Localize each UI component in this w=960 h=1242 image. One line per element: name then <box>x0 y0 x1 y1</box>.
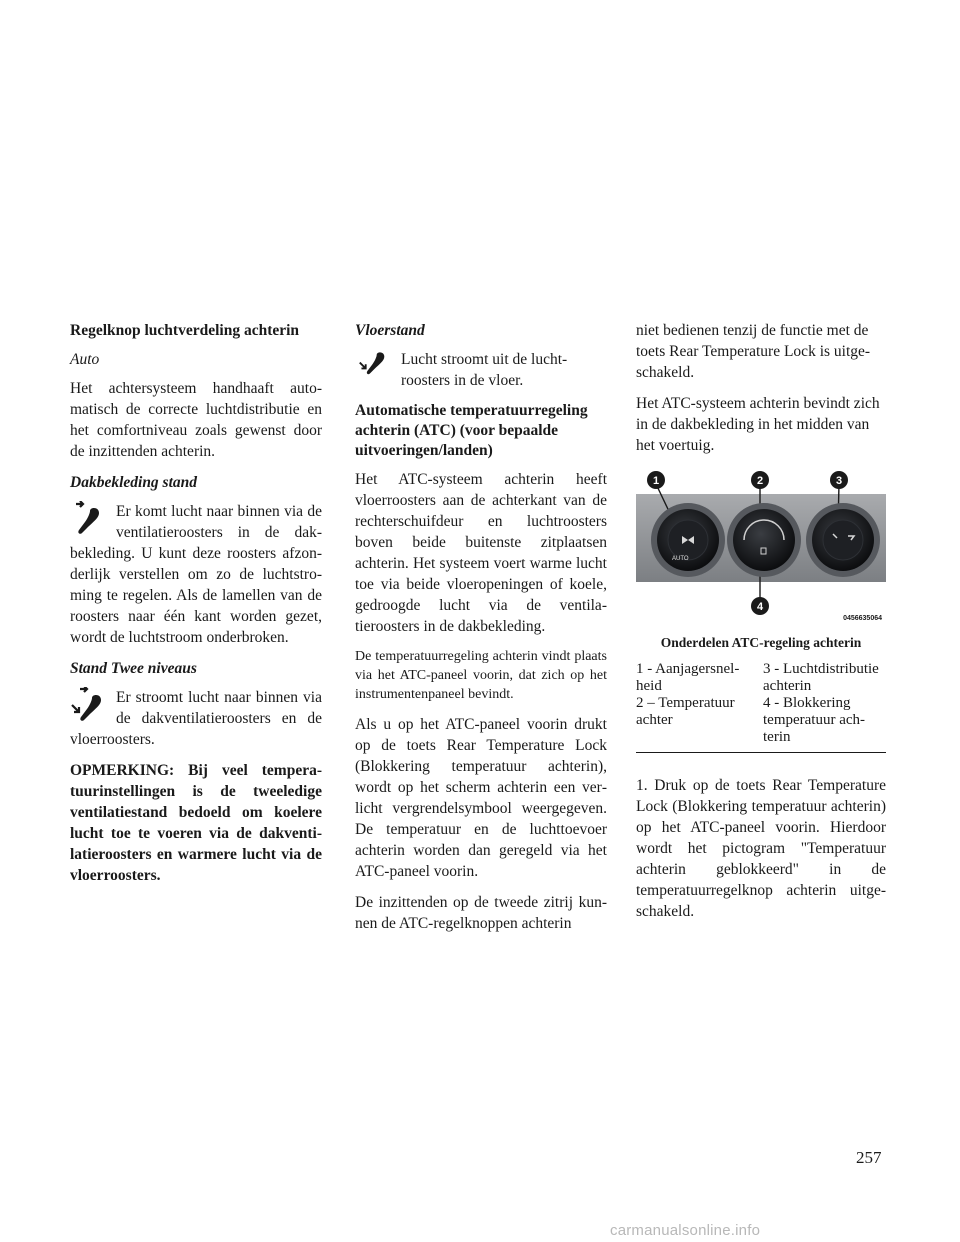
location-paragraph: Het ATC-systeem achterin bevindt zich in de dakbekleding in het midden van het voertuig. <box>636 395 880 454</box>
callout-4 <box>751 597 769 615</box>
floor-vent-icon <box>355 349 395 393</box>
auto-heading: Auto <box>70 351 100 368</box>
column-middle <box>355 320 607 944</box>
twee-niveaus-heading: Stand Twee niveaus <box>70 660 197 677</box>
vloerstand-heading: Vloerstand <box>355 322 425 339</box>
callout-3 <box>830 471 848 489</box>
legend-item-4: 4 - Blokkering temperatuur achterin <box>763 695 866 745</box>
figure-legend <box>636 661 886 753</box>
vloerstand-paragraph: Lucht stroomt uit de luchtroosters in de vloer. <box>401 351 568 389</box>
callout-2 <box>751 471 769 489</box>
lock-paragraph: niet bedienen tenzij de functie met de toets Rear Temperature Lock is uitgeschakeld. <box>636 322 871 381</box>
bi-level-icon <box>70 687 110 725</box>
column-right <box>636 320 886 932</box>
auto-label: AUTO <box>672 556 689 562</box>
legend-item-2: 2 – Temperatuur achter <box>636 695 735 728</box>
watermark-text: carmanualsonline.info <box>610 1222 761 1239</box>
figure-code: 0456635064 <box>843 615 882 622</box>
svg-text:1: 1 <box>652 475 660 487</box>
atc-paragraph-1: Het ATC-systeem achterin heeft vloerroosters aan de achterkant van de rechterschuifdeur en luchtroosters boven beide buitenste zitplaatsen achterin. Het systeem voert warme lucht toe via beide vloeropeningen of koele, gedroogde lucht via de ventilatieroosters in de dakbekleding. <box>355 471 607 635</box>
page-number: 257 <box>856 1148 882 1167</box>
dakbekleding-block <box>70 501 322 658</box>
step-1-paragraph: 1. Druk op de toets Rear Temperature Lock (Blokkering temperatuur achterin) op het ATC-paneel voorin. Hierdoor wordt het pictogram "Temperatuur achterin geblokkeerd" in de temperatuurregelknop achterin uitgeschakeld. <box>636 777 886 920</box>
roof-vent-icon <box>70 501 110 539</box>
legend-row <box>636 695 886 746</box>
legend-item-1: 1 - Aanjagersnelheid <box>636 661 740 694</box>
dakbekleding-paragraph: Er komt lucht naar binnen via de ventilatieroosters in de dakbekleding. U kunt deze roosters afzonderlijk verstellen om zo de luchtstroming te regelen. Als de lamellen van de roosters naar één kant worden gezet, wordt de luchtstroom onderbroken. <box>70 503 322 646</box>
callout-1 <box>647 471 665 489</box>
twee-niveaus-block <box>70 687 322 760</box>
atc-controls-illustration <box>636 466 886 626</box>
atc-paragraph-3: Als u op het ATC-paneel voorin drukt op de toets Rear Temperature Lock (Blokkering temperatuur achterin), wordt op het scherm achterin een verlicht vergrendelsymbool weergegeven. De temperatuur en de luchttoevoer achterin worden dan geregeld via het ATC-paneel voorin. <box>355 716 607 880</box>
atc-paragraph-4: De inzittenden op de tweede zitrij kunnen de ATC-regelknoppen achterin <box>355 894 607 932</box>
column-left <box>70 320 322 896</box>
temperature-knob[interactable] <box>727 503 801 577</box>
atc-paragraph-2: De temperatuurregeling achterin vindt plaats via het ATC-paneel voorin, dat zich op het instrumentenpaneel bevindt. <box>355 649 607 702</box>
air-distribution-knob[interactable] <box>806 503 880 577</box>
blower-knob[interactable] <box>651 503 725 577</box>
svg-text:4: 4 <box>756 601 764 613</box>
section-heading: Regelknop luchtverdeling achterin <box>70 322 300 339</box>
vloerstand-block <box>355 349 607 401</box>
atc-heading: Automatische temperatuurregeling achterin (ATC) (voor bepaalde uitvoeringen/landen) <box>355 402 588 459</box>
twee-niveaus-paragraph: Er stroomt lucht naar binnen via de dakventilatieroosters en de vloerroosters. <box>70 689 322 748</box>
atc-controls-figure <box>636 466 886 626</box>
svg-text:3: 3 <box>835 475 843 487</box>
legend-item-3: 3 - Luchtdistributie achterin <box>763 661 879 694</box>
figure-caption: Onderdelen ATC-regeling achterin <box>660 635 862 650</box>
auto-paragraph: Het achtersysteem handhaaft automatisch de correcte luchtdistributie en het comfortniveau zoals gewenst door de inzittenden achterin. <box>70 380 322 460</box>
svg-text:2: 2 <box>756 475 764 487</box>
note-paragraph: OPMERKING: Bij veel temperatuurinstellingen is de tweeledige ventilatiestand bedoeld om koelere lucht toe te voeren via de dakventilatieroosters en warmere lucht via de vloerroosters. <box>70 762 322 884</box>
dakbekleding-heading: Dakbekleding stand <box>70 474 198 491</box>
legend-row <box>636 661 886 695</box>
